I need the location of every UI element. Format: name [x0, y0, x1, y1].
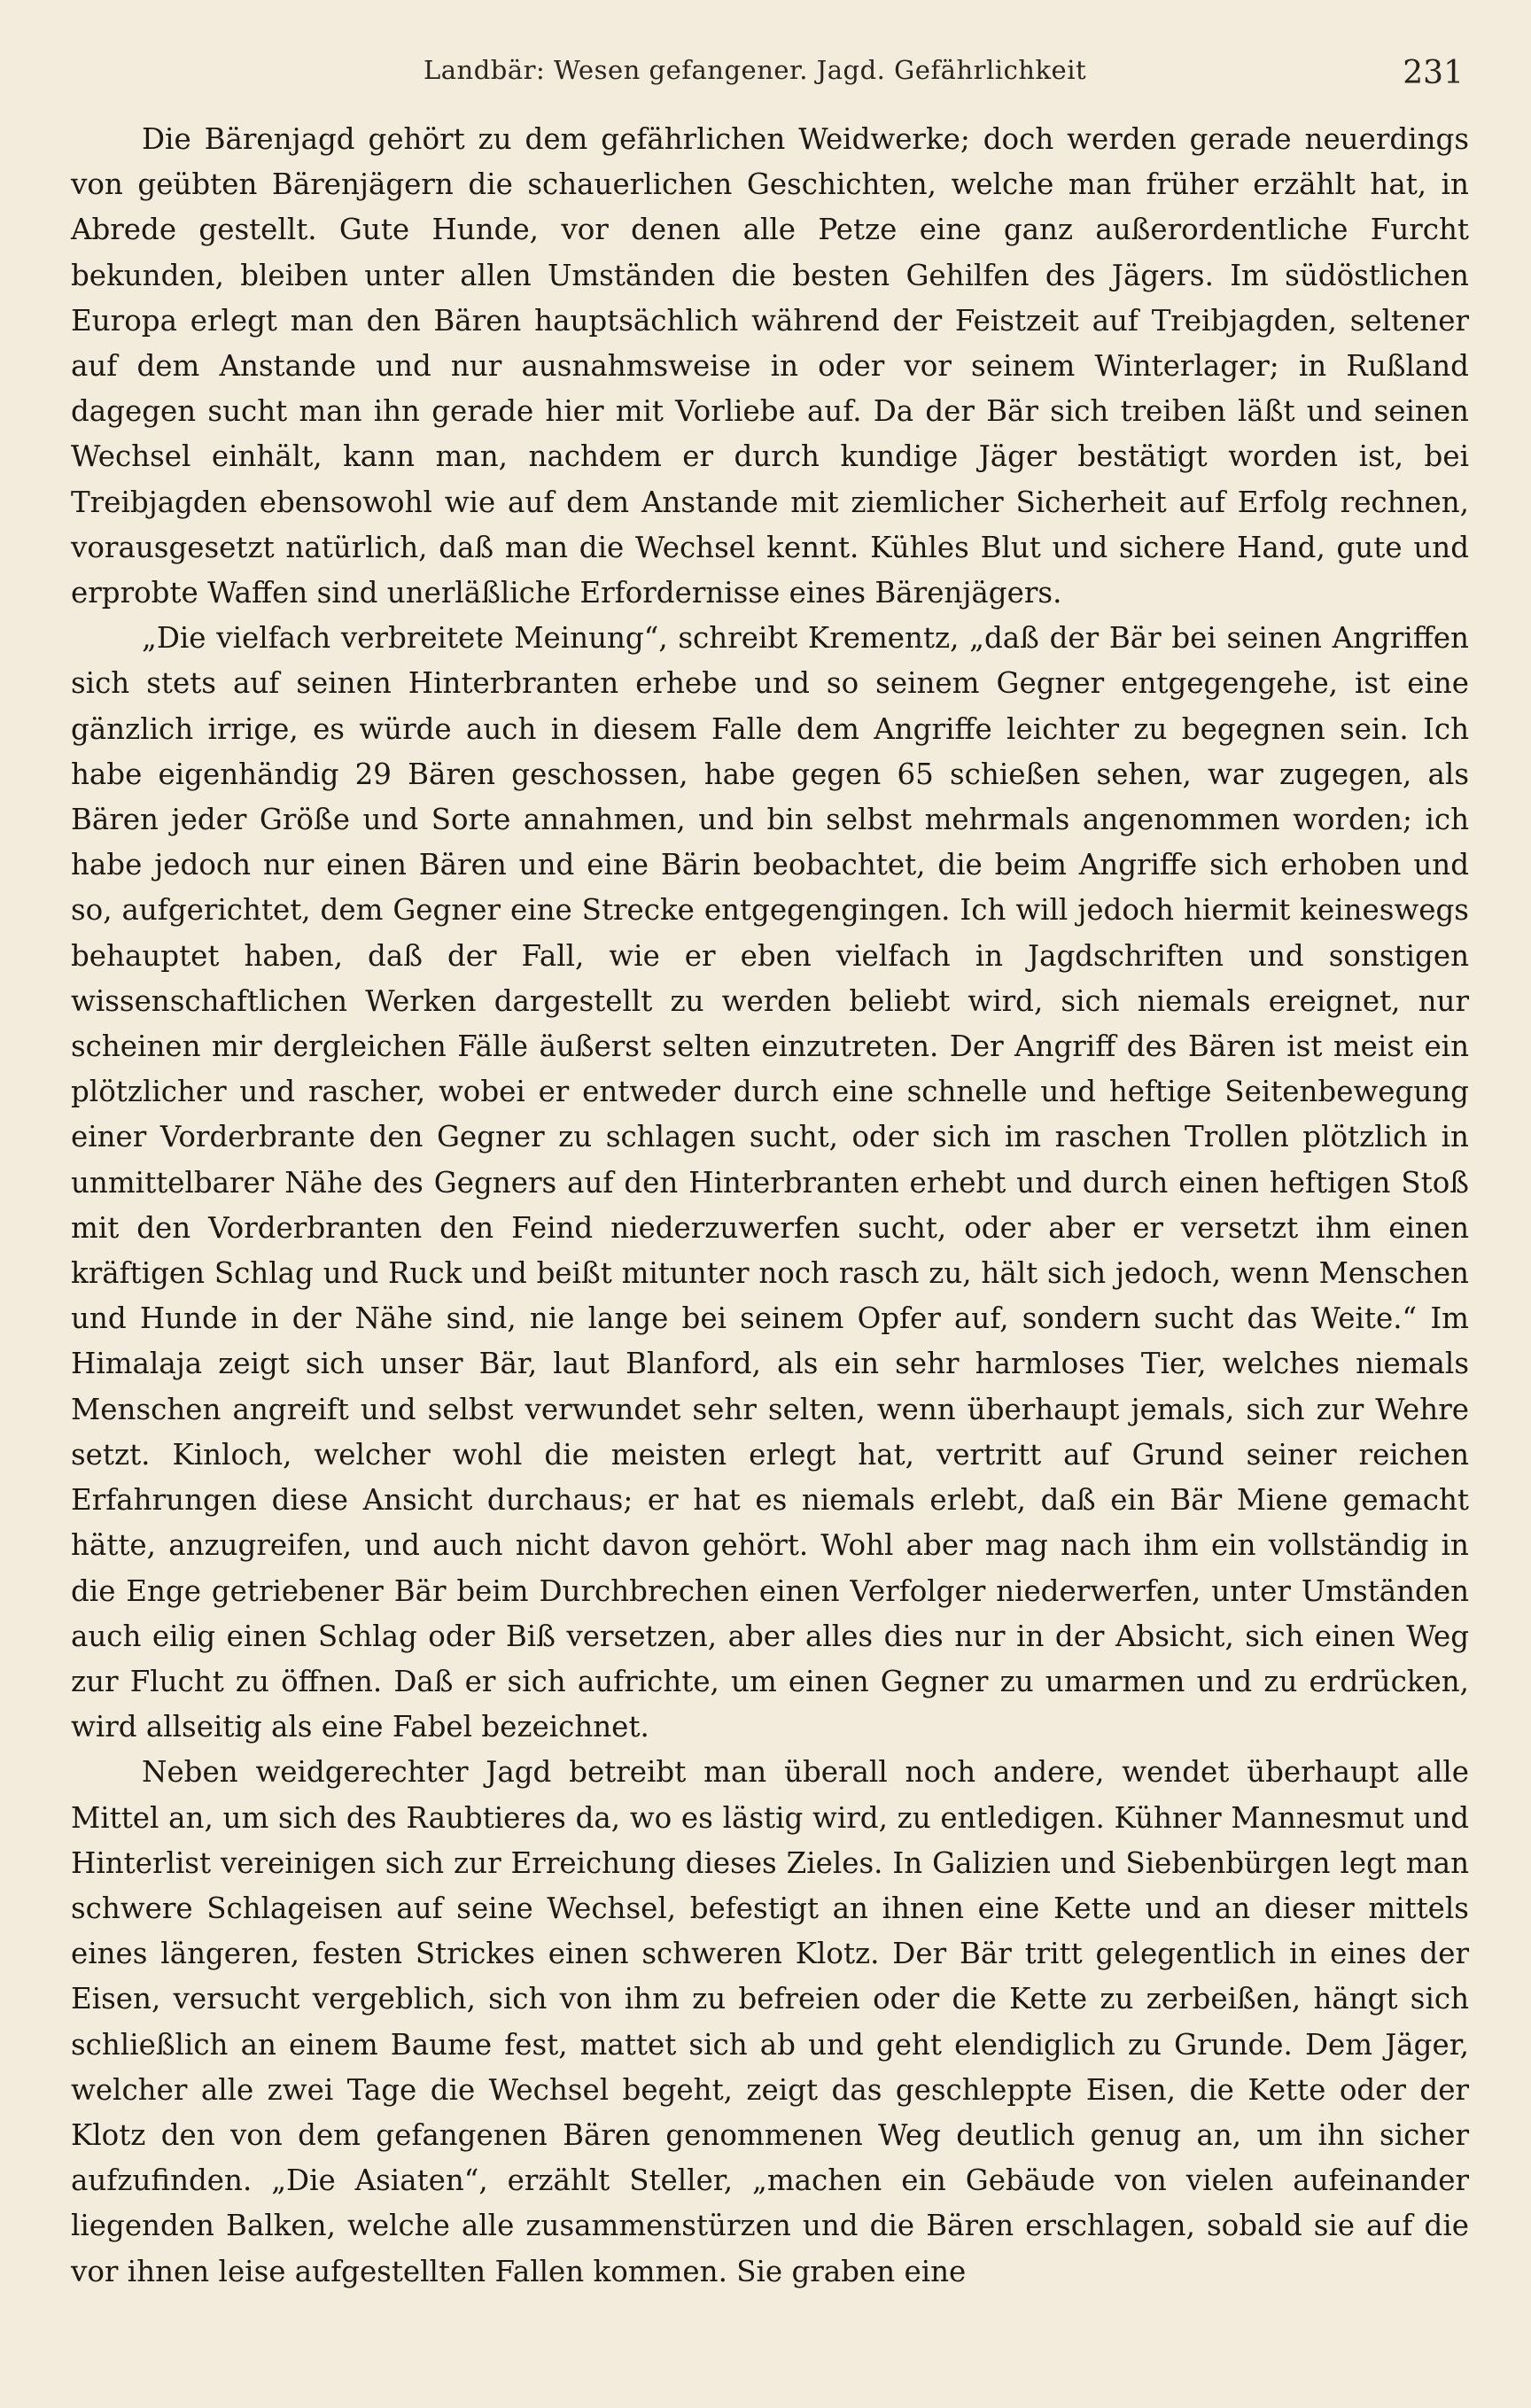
- paragraph-1: Die Bärenjagd gehört zu dem gefährlichen Weidwerke; doch werden gerade neuerdings von geübten Bärenjägern die schauerlichen Geschichten, welche man früher erzählt hat, in Abrede gestellt. Gute Hunde, vor denen alle Petze eine ganz außerordentliche Furcht bekunden, bleiben unter allen Umständen die besten Gehilfen des Jägers. Im südöstlichen Europa erlegt man den Bären hauptsächlich während der Feistzeit auf Treibjagden, seltener auf dem Anstande und nur ausnahmsweise in oder vor seinem Winterlager; in Rußland dagegen sucht man ihn gerade hier mit Vorliebe auf. Da der Bär sich treiben läßt und seinen Wechsel einhält, kann man, nachdem er durch kundige Jäger bestätigt worden ist, bei Treibjagden ebensowohl wie auf dem Anstande mit ziemlicher Sicherheit auf Erfolg rechnen, vorausgesetzt natürlich, daß man die Wechsel kennt. Kühles Blut und sichere Hand, gute und erprobte Waffen sind unerläßliche Erfordernisse eines Bärenjägers.: [71, 122, 1469, 610]
- page-header: [0, 51, 1531, 105]
- running-title: Landbär: Wesen gefangener. Jagd. Gefährlichkeit: [424, 55, 1087, 85]
- paragraph-2: „Die vielfach verbreitete Meinung“, schreibt Krementz, „daß der Bär bei seinen Angriffen sich stets auf seinen Hinterbranten erhebe und so seinem Gegner entgegengehe, ist eine gänzlich irrige, es würde auch in diesem Falle dem Angriffe leichter zu begegnen sein. Ich habe eigenhändig 29 Bären geschossen, habe gegen 65 schießen sehen, war zugegen, als Bären jeder Größe und Sorte annahmen, und bin selbst mehrmals angenommen worden; ich habe jedoch nur einen Bären und eine Bärin beobachtet, die beim Angriffe sich erhoben und so, aufgerichtet, dem Gegner eine Strecke entgegengingen. Ich will jedoch hiermit keineswegs behauptet haben, daß der Fall, wie er eben vielfach in Jagdschriften und sonstigen wissenschaftlichen Werken dargestellt zu werden beliebt wird, sich niemals ereignet, nur scheinen mir dergleichen Fälle äußerst selten einzutreten. Der Angriff des Bären ist meist ein plötzlicher und rascher, wobei er entweder durch eine schnelle und heftige Seitenbewegung einer Vorderbrante den Gegner zu schlagen sucht, oder sich im raschen Trollen plötzlich in unmittelbarer Nähe des Gegners auf den Hinterbranten erhebt und durch einen heftigen Stoß mit den Vorderbranten den Feind niederzuwerfen sucht, oder aber er versetzt ihm einen kräftigen Schlag und Ruck und beißt mitunter noch rasch zu, hält sich jedoch, wenn Menschen und Hunde in der Nähe sind, nie lange bei seinem Opfer auf, sondern sucht das Weite.“ Im Himalaja zeigt sich unser Bär, laut Blanford, als ein sehr harmloses Tier, welches niemals Menschen angreift und selbst verwundet sehr selten, wenn überhaupt jemals, sich zur Wehre setzt. Kinloch, welcher wohl die meisten erlegt hat, vertritt auf Grund seiner reichen Erfahrungen diese Ansicht durchaus; er hat es niemals erlebt, daß ein Bär Miene gemacht hätte, anzugreifen, und auch nicht davon gehört. Wohl aber mag nach ihm ein vollständig in die Enge getriebener Bär beim Durchbrechen einen Verfolger niederwerfen, unter Umständen auch eilig einen Schlag oder Biß versetzen, aber alles dies nur in der Absicht, sich einen Weg zur Flucht zu öffnen. Daß er sich aufrichte, um einen Gegner zu umarmen und zu erdrücken, wird allseitig als eine Fabel bezeichnet.: [71, 621, 1469, 1744]
- body-text: [71, 117, 1469, 2295]
- paragraph-3: Neben weidgerechter Jagd betreibt man überall noch andere, wendet überhaupt alle Mittel an, um sich des Raubtieres da, wo es lästig wird, zu entledigen. Kühner Mannesmut und Hinterlist vereinigen sich zur Erreichung dieses Zieles. In Galizien und Siebenbürgen legt man schwere Schlageisen auf seine Wechsel, befestigt an ihnen eine Kette und an dieser mittels eines längeren, festen Strickes einen schweren Klotz. Der Bär tritt gelegentlich in eines der Eisen, versucht vergeblich, sich von ihm zu befreien oder die Kette zu zerbeißen, hängt sich schließlich an einem Baume fest, mattet sich ab und geht elendiglich zu Grunde. Dem Jäger, welcher alle zwei Tage die Wechsel begeht, zeigt das geschleppte Eisen, die Kette oder der Klotz den von dem gefangenen Bären genommenen Weg deutlich genug an, um ihn sicher aufzufinden. „Die Asiaten“, erzählt Steller, „machen ein Gebäude von vielen aufeinander liegenden Balken, welche alle zusammenstürzen und die Bären erschlagen, sobald sie auf die vor ihnen leise aufgestellten Fallen kommen. Sie graben eine: [71, 1755, 1469, 2288]
- page-number: 231: [1403, 55, 1464, 91]
